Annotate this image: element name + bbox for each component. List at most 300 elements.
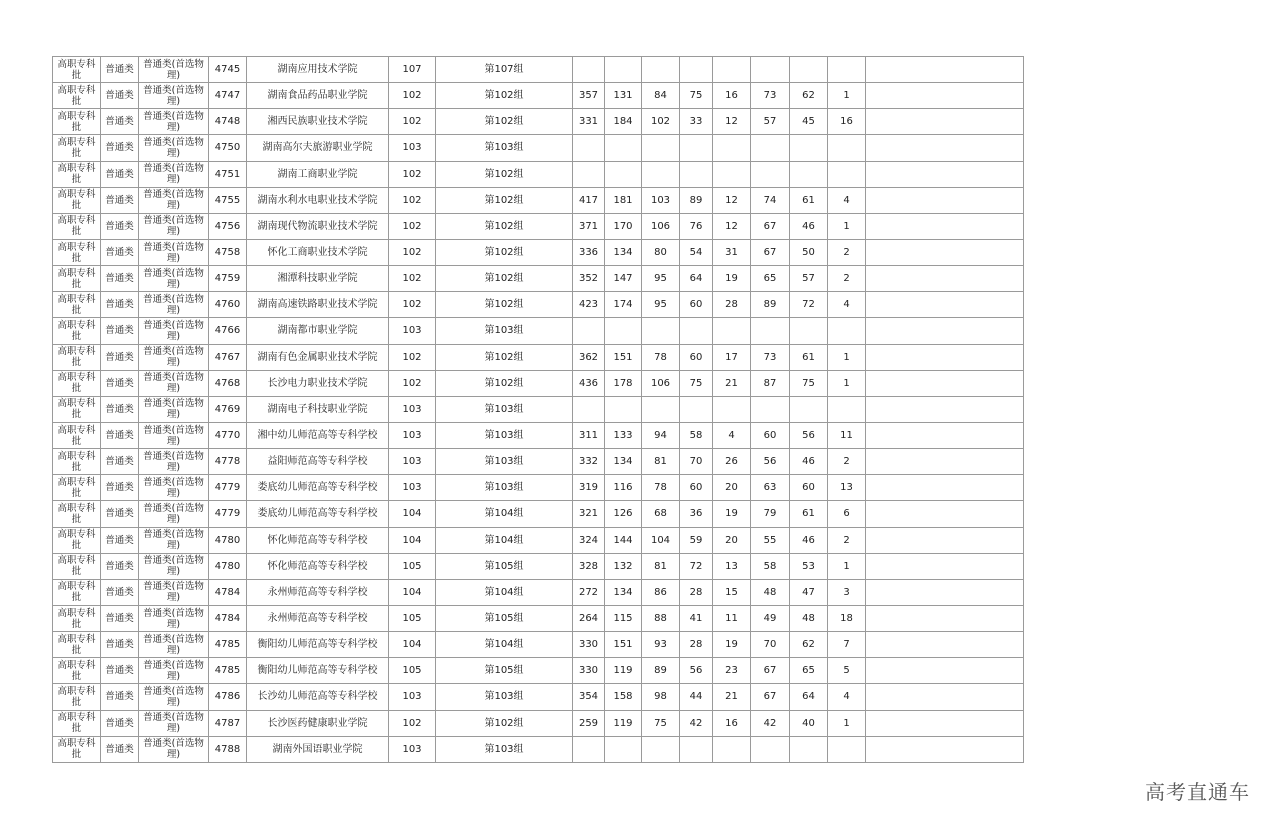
batch-cell: 高职专科批 xyxy=(53,475,101,501)
table-row xyxy=(53,396,1024,422)
score-col-3-cell xyxy=(642,736,680,762)
score-col-5-cell: 19 xyxy=(713,501,751,527)
school-code-cell: 4770 xyxy=(209,422,247,448)
empty-trailing-cell xyxy=(866,396,1024,422)
score-col-5-cell: 21 xyxy=(713,684,751,710)
score-col-3-cell xyxy=(642,161,680,187)
score-col-5-cell: 21 xyxy=(713,370,751,396)
score-col-7-cell: 53 xyxy=(790,553,828,579)
score-col-2-cell: 126 xyxy=(605,501,642,527)
group-code-cell: 105 xyxy=(389,605,436,631)
group-code-cell: 104 xyxy=(389,632,436,658)
score-col-5-cell xyxy=(713,161,751,187)
score-col-2-cell: 158 xyxy=(605,684,642,710)
school-name-cell: 衡阳幼儿师范高等专科学校 xyxy=(247,632,389,658)
category-cell: 普通类 xyxy=(101,266,139,292)
group-code-cell: 104 xyxy=(389,527,436,553)
score-col-6-cell: 79 xyxy=(751,501,790,527)
empty-trailing-cell xyxy=(866,422,1024,448)
score-col-3-cell: 88 xyxy=(642,605,680,631)
school-name-cell: 湘潭科技职业学院 xyxy=(247,266,389,292)
subject-type-cell: 普通类(首选物理) xyxy=(139,135,209,161)
school-code-cell: 4788 xyxy=(209,736,247,762)
score-col-3-cell: 86 xyxy=(642,579,680,605)
group-code-cell: 104 xyxy=(389,579,436,605)
score-col-1-cell: 311 xyxy=(573,422,605,448)
score-col-3-cell: 80 xyxy=(642,239,680,265)
score-col-7-cell xyxy=(790,161,828,187)
subject-type-cell: 普通类(首选物理) xyxy=(139,553,209,579)
score-col-6-cell xyxy=(751,57,790,83)
score-col-5-cell xyxy=(713,736,751,762)
group-code-cell: 102 xyxy=(389,344,436,370)
school-name-cell: 湖南都市职业学院 xyxy=(247,318,389,344)
table-row xyxy=(53,239,1024,265)
table-row xyxy=(53,266,1024,292)
score-col-7-cell xyxy=(790,57,828,83)
score-col-2-cell xyxy=(605,135,642,161)
score-col-2-cell: 119 xyxy=(605,658,642,684)
group-name-cell: 第103组 xyxy=(436,736,573,762)
category-cell: 普通类 xyxy=(101,710,139,736)
school-code-cell: 4760 xyxy=(209,292,247,318)
school-name-cell: 永州师范高等专科学校 xyxy=(247,579,389,605)
category-cell: 普通类 xyxy=(101,187,139,213)
group-name-cell: 第102组 xyxy=(436,187,573,213)
score-col-1-cell xyxy=(573,736,605,762)
score-col-2-cell: 184 xyxy=(605,109,642,135)
group-name-cell: 第102组 xyxy=(436,161,573,187)
score-col-1-cell: 330 xyxy=(573,658,605,684)
score-col-2-cell: 115 xyxy=(605,605,642,631)
score-col-7-cell: 61 xyxy=(790,187,828,213)
batch-cell: 高职专科批 xyxy=(53,83,101,109)
school-code-cell: 4769 xyxy=(209,396,247,422)
score-col-7-cell: 62 xyxy=(790,632,828,658)
category-cell: 普通类 xyxy=(101,501,139,527)
score-col-2-cell: 134 xyxy=(605,579,642,605)
score-col-8-cell: 4 xyxy=(828,187,866,213)
score-col-6-cell: 63 xyxy=(751,475,790,501)
group-name-cell: 第103组 xyxy=(436,396,573,422)
watermark: 高考直通车 xyxy=(1145,780,1250,804)
score-col-3-cell: 84 xyxy=(642,83,680,109)
batch-cell: 高职专科批 xyxy=(53,161,101,187)
score-col-7-cell: 65 xyxy=(790,658,828,684)
score-col-1-cell: 336 xyxy=(573,239,605,265)
group-name-cell: 第105组 xyxy=(436,605,573,631)
score-col-6-cell: 67 xyxy=(751,658,790,684)
school-name-cell: 衡阳幼儿师范高等专科学校 xyxy=(247,658,389,684)
score-col-2-cell: 134 xyxy=(605,239,642,265)
score-col-1-cell: 423 xyxy=(573,292,605,318)
score-col-8-cell: 1 xyxy=(828,370,866,396)
admission-score-table xyxy=(52,56,1024,763)
subject-type-cell: 普通类(首选物理) xyxy=(139,475,209,501)
school-code-cell: 4780 xyxy=(209,553,247,579)
score-col-8-cell: 11 xyxy=(828,422,866,448)
group-name-cell: 第103组 xyxy=(436,318,573,344)
score-col-1-cell: 362 xyxy=(573,344,605,370)
group-name-cell: 第102组 xyxy=(436,213,573,239)
group-name-cell: 第102组 xyxy=(436,109,573,135)
score-col-7-cell: 61 xyxy=(790,344,828,370)
score-col-7-cell: 64 xyxy=(790,684,828,710)
score-col-3-cell: 95 xyxy=(642,266,680,292)
score-col-5-cell: 19 xyxy=(713,266,751,292)
score-col-8-cell xyxy=(828,396,866,422)
table-row xyxy=(53,658,1024,684)
score-col-6-cell: 67 xyxy=(751,239,790,265)
score-col-2-cell: 134 xyxy=(605,449,642,475)
group-code-cell: 102 xyxy=(389,266,436,292)
score-col-4-cell xyxy=(680,396,713,422)
score-col-8-cell: 2 xyxy=(828,266,866,292)
group-code-cell: 103 xyxy=(389,684,436,710)
score-col-3-cell xyxy=(642,57,680,83)
table-row xyxy=(53,710,1024,736)
score-col-8-cell: 3 xyxy=(828,579,866,605)
empty-trailing-cell xyxy=(866,553,1024,579)
group-code-cell: 103 xyxy=(389,318,436,344)
subject-type-cell: 普通类(首选物理) xyxy=(139,449,209,475)
table-row xyxy=(53,135,1024,161)
score-col-8-cell: 1 xyxy=(828,344,866,370)
category-cell: 普通类 xyxy=(101,422,139,448)
score-col-2-cell: 119 xyxy=(605,710,642,736)
school-code-cell: 4767 xyxy=(209,344,247,370)
score-col-7-cell xyxy=(790,736,828,762)
score-col-5-cell: 16 xyxy=(713,710,751,736)
score-col-1-cell: 324 xyxy=(573,527,605,553)
empty-trailing-cell xyxy=(866,475,1024,501)
score-col-1-cell: 259 xyxy=(573,710,605,736)
score-col-2-cell: 174 xyxy=(605,292,642,318)
school-name-cell: 湖南外国语职业学院 xyxy=(247,736,389,762)
school-name-cell: 湖南高尔夫旅游职业学院 xyxy=(247,135,389,161)
score-col-8-cell: 2 xyxy=(828,239,866,265)
score-col-7-cell: 46 xyxy=(790,213,828,239)
batch-cell: 高职专科批 xyxy=(53,684,101,710)
school-name-cell: 娄底幼儿师范高等专科学校 xyxy=(247,475,389,501)
score-col-7-cell: 60 xyxy=(790,475,828,501)
table-row xyxy=(53,553,1024,579)
score-col-3-cell xyxy=(642,396,680,422)
category-cell: 普通类 xyxy=(101,344,139,370)
subject-type-cell: 普通类(首选物理) xyxy=(139,710,209,736)
score-col-5-cell: 20 xyxy=(713,475,751,501)
batch-cell: 高职专科批 xyxy=(53,57,101,83)
score-col-4-cell: 28 xyxy=(680,632,713,658)
table-row xyxy=(53,422,1024,448)
group-name-cell: 第105组 xyxy=(436,553,573,579)
score-col-4-cell: 60 xyxy=(680,344,713,370)
empty-trailing-cell xyxy=(866,109,1024,135)
score-col-4-cell: 59 xyxy=(680,527,713,553)
score-col-4-cell: 36 xyxy=(680,501,713,527)
score-col-5-cell: 26 xyxy=(713,449,751,475)
score-col-6-cell: 48 xyxy=(751,579,790,605)
subject-type-cell: 普通类(首选物理) xyxy=(139,239,209,265)
score-col-7-cell xyxy=(790,135,828,161)
score-col-4-cell xyxy=(680,318,713,344)
score-col-4-cell: 28 xyxy=(680,579,713,605)
category-cell: 普通类 xyxy=(101,396,139,422)
score-col-5-cell: 17 xyxy=(713,344,751,370)
school-code-cell: 4751 xyxy=(209,161,247,187)
subject-type-cell: 普通类(首选物理) xyxy=(139,422,209,448)
table-row xyxy=(53,475,1024,501)
score-col-7-cell xyxy=(790,318,828,344)
batch-cell: 高职专科批 xyxy=(53,632,101,658)
group-code-cell: 103 xyxy=(389,736,436,762)
subject-type-cell: 普通类(首选物理) xyxy=(139,292,209,318)
empty-trailing-cell xyxy=(866,632,1024,658)
score-col-7-cell: 75 xyxy=(790,370,828,396)
category-cell: 普通类 xyxy=(101,579,139,605)
score-col-6-cell xyxy=(751,396,790,422)
batch-cell: 高职专科批 xyxy=(53,109,101,135)
score-col-3-cell: 89 xyxy=(642,658,680,684)
school-name-cell: 长沙医药健康职业学院 xyxy=(247,710,389,736)
group-code-cell: 103 xyxy=(389,449,436,475)
subject-type-cell: 普通类(首选物理) xyxy=(139,318,209,344)
school-code-cell: 4747 xyxy=(209,83,247,109)
score-col-3-cell: 93 xyxy=(642,632,680,658)
score-col-1-cell: 319 xyxy=(573,475,605,501)
score-col-8-cell xyxy=(828,57,866,83)
score-col-7-cell: 62 xyxy=(790,83,828,109)
empty-trailing-cell xyxy=(866,710,1024,736)
score-col-3-cell: 75 xyxy=(642,710,680,736)
school-name-cell: 湘中幼儿师范高等专科学校 xyxy=(247,422,389,448)
subject-type-cell: 普通类(首选物理) xyxy=(139,57,209,83)
batch-cell: 高职专科批 xyxy=(53,422,101,448)
table-row xyxy=(53,318,1024,344)
score-col-6-cell: 73 xyxy=(751,344,790,370)
score-col-4-cell: 54 xyxy=(680,239,713,265)
score-col-7-cell: 46 xyxy=(790,527,828,553)
group-name-cell: 第104组 xyxy=(436,527,573,553)
empty-trailing-cell xyxy=(866,579,1024,605)
empty-trailing-cell xyxy=(866,318,1024,344)
category-cell: 普通类 xyxy=(101,684,139,710)
school-code-cell: 4748 xyxy=(209,109,247,135)
score-col-6-cell: 74 xyxy=(751,187,790,213)
batch-cell: 高职专科批 xyxy=(53,239,101,265)
category-cell: 普通类 xyxy=(101,57,139,83)
score-col-4-cell xyxy=(680,135,713,161)
group-code-cell: 102 xyxy=(389,370,436,396)
group-code-cell: 102 xyxy=(389,109,436,135)
school-code-cell: 4778 xyxy=(209,449,247,475)
score-col-8-cell xyxy=(828,736,866,762)
subject-type-cell: 普通类(首选物理) xyxy=(139,83,209,109)
score-col-4-cell: 70 xyxy=(680,449,713,475)
school-name-cell: 湖南现代物流职业技术学院 xyxy=(247,213,389,239)
score-col-6-cell: 70 xyxy=(751,632,790,658)
table-row xyxy=(53,579,1024,605)
empty-trailing-cell xyxy=(866,187,1024,213)
school-name-cell: 怀化师范高等专科学校 xyxy=(247,527,389,553)
group-name-cell: 第104组 xyxy=(436,579,573,605)
school-name-cell: 湘西民族职业技术学院 xyxy=(247,109,389,135)
score-col-7-cell: 57 xyxy=(790,266,828,292)
score-col-5-cell: 4 xyxy=(713,422,751,448)
score-col-7-cell xyxy=(790,396,828,422)
subject-type-cell: 普通类(首选物理) xyxy=(139,658,209,684)
school-code-cell: 4787 xyxy=(209,710,247,736)
score-col-3-cell: 68 xyxy=(642,501,680,527)
score-col-6-cell: 57 xyxy=(751,109,790,135)
group-name-cell: 第102组 xyxy=(436,266,573,292)
batch-cell: 高职专科批 xyxy=(53,266,101,292)
score-col-8-cell: 7 xyxy=(828,632,866,658)
score-col-2-cell: 116 xyxy=(605,475,642,501)
score-col-1-cell xyxy=(573,161,605,187)
category-cell: 普通类 xyxy=(101,605,139,631)
empty-trailing-cell xyxy=(866,684,1024,710)
subject-type-cell: 普通类(首选物理) xyxy=(139,370,209,396)
batch-cell: 高职专科批 xyxy=(53,736,101,762)
group-name-cell: 第103组 xyxy=(436,475,573,501)
score-col-8-cell: 1 xyxy=(828,83,866,109)
table-body xyxy=(53,57,1024,763)
group-code-cell: 102 xyxy=(389,213,436,239)
score-col-8-cell: 1 xyxy=(828,553,866,579)
school-name-cell: 怀化工商职业技术学院 xyxy=(247,239,389,265)
score-col-3-cell: 106 xyxy=(642,213,680,239)
score-col-6-cell xyxy=(751,318,790,344)
category-cell: 普通类 xyxy=(101,135,139,161)
score-col-6-cell: 42 xyxy=(751,710,790,736)
group-code-cell: 102 xyxy=(389,161,436,187)
score-col-5-cell: 11 xyxy=(713,605,751,631)
school-code-cell: 4755 xyxy=(209,187,247,213)
score-col-4-cell: 75 xyxy=(680,83,713,109)
score-col-3-cell: 102 xyxy=(642,109,680,135)
score-col-8-cell xyxy=(828,318,866,344)
score-col-8-cell: 1 xyxy=(828,213,866,239)
school-code-cell: 4759 xyxy=(209,266,247,292)
score-col-8-cell: 2 xyxy=(828,527,866,553)
score-col-8-cell: 5 xyxy=(828,658,866,684)
school-code-cell: 4756 xyxy=(209,213,247,239)
subject-type-cell: 普通类(首选物理) xyxy=(139,579,209,605)
group-name-cell: 第104组 xyxy=(436,501,573,527)
score-col-2-cell xyxy=(605,736,642,762)
category-cell: 普通类 xyxy=(101,213,139,239)
school-name-cell: 长沙电力职业技术学院 xyxy=(247,370,389,396)
score-col-8-cell: 1 xyxy=(828,710,866,736)
school-code-cell: 4768 xyxy=(209,370,247,396)
score-col-2-cell: 131 xyxy=(605,83,642,109)
score-col-5-cell: 15 xyxy=(713,579,751,605)
batch-cell: 高职专科批 xyxy=(53,370,101,396)
score-col-5-cell xyxy=(713,318,751,344)
school-code-cell: 4766 xyxy=(209,318,247,344)
group-code-cell: 104 xyxy=(389,501,436,527)
score-col-7-cell: 45 xyxy=(790,109,828,135)
group-code-cell: 103 xyxy=(389,135,436,161)
school-code-cell: 4779 xyxy=(209,475,247,501)
score-col-5-cell: 19 xyxy=(713,632,751,658)
empty-trailing-cell xyxy=(866,370,1024,396)
score-col-5-cell: 23 xyxy=(713,658,751,684)
score-col-3-cell: 103 xyxy=(642,187,680,213)
table-row xyxy=(53,292,1024,318)
group-name-cell: 第102组 xyxy=(436,292,573,318)
batch-cell: 高职专科批 xyxy=(53,449,101,475)
score-col-1-cell: 272 xyxy=(573,579,605,605)
score-col-3-cell: 81 xyxy=(642,553,680,579)
school-name-cell: 湖南食品药品职业学院 xyxy=(247,83,389,109)
batch-cell: 高职专科批 xyxy=(53,135,101,161)
score-col-1-cell xyxy=(573,135,605,161)
school-name-cell: 湖南有色金属职业技术学院 xyxy=(247,344,389,370)
score-col-8-cell: 4 xyxy=(828,292,866,318)
school-name-cell: 湖南电子科技职业学院 xyxy=(247,396,389,422)
table-row xyxy=(53,736,1024,762)
subject-type-cell: 普通类(首选物理) xyxy=(139,684,209,710)
empty-trailing-cell xyxy=(866,605,1024,631)
score-col-6-cell: 58 xyxy=(751,553,790,579)
group-code-cell: 102 xyxy=(389,187,436,213)
empty-trailing-cell xyxy=(866,344,1024,370)
score-col-5-cell: 12 xyxy=(713,187,751,213)
batch-cell: 高职专科批 xyxy=(53,579,101,605)
table-row xyxy=(53,501,1024,527)
score-col-4-cell: 44 xyxy=(680,684,713,710)
score-col-1-cell: 328 xyxy=(573,553,605,579)
score-col-1-cell: 436 xyxy=(573,370,605,396)
score-col-1-cell xyxy=(573,318,605,344)
school-code-cell: 4785 xyxy=(209,632,247,658)
category-cell: 普通类 xyxy=(101,370,139,396)
score-col-2-cell xyxy=(605,161,642,187)
score-col-6-cell xyxy=(751,135,790,161)
score-col-8-cell: 4 xyxy=(828,684,866,710)
subject-type-cell: 普通类(首选物理) xyxy=(139,501,209,527)
score-col-4-cell: 72 xyxy=(680,553,713,579)
group-code-cell: 107 xyxy=(389,57,436,83)
subject-type-cell: 普通类(首选物理) xyxy=(139,213,209,239)
empty-trailing-cell xyxy=(866,83,1024,109)
empty-trailing-cell xyxy=(866,658,1024,684)
score-col-1-cell: 354 xyxy=(573,684,605,710)
score-col-4-cell: 89 xyxy=(680,187,713,213)
score-col-7-cell: 61 xyxy=(790,501,828,527)
score-col-5-cell: 31 xyxy=(713,239,751,265)
score-col-2-cell: 170 xyxy=(605,213,642,239)
empty-trailing-cell xyxy=(866,292,1024,318)
group-name-cell: 第102组 xyxy=(436,710,573,736)
group-code-cell: 103 xyxy=(389,475,436,501)
batch-cell: 高职专科批 xyxy=(53,658,101,684)
subject-type-cell: 普通类(首选物理) xyxy=(139,109,209,135)
score-col-8-cell: 16 xyxy=(828,109,866,135)
score-col-5-cell: 16 xyxy=(713,83,751,109)
score-col-8-cell: 13 xyxy=(828,475,866,501)
score-col-6-cell: 56 xyxy=(751,449,790,475)
batch-cell: 高职专科批 xyxy=(53,396,101,422)
school-name-cell: 娄底幼儿师范高等专科学校 xyxy=(247,501,389,527)
table-row xyxy=(53,57,1024,83)
table-row xyxy=(53,83,1024,109)
score-col-4-cell: 42 xyxy=(680,710,713,736)
score-col-2-cell xyxy=(605,396,642,422)
category-cell: 普通类 xyxy=(101,658,139,684)
